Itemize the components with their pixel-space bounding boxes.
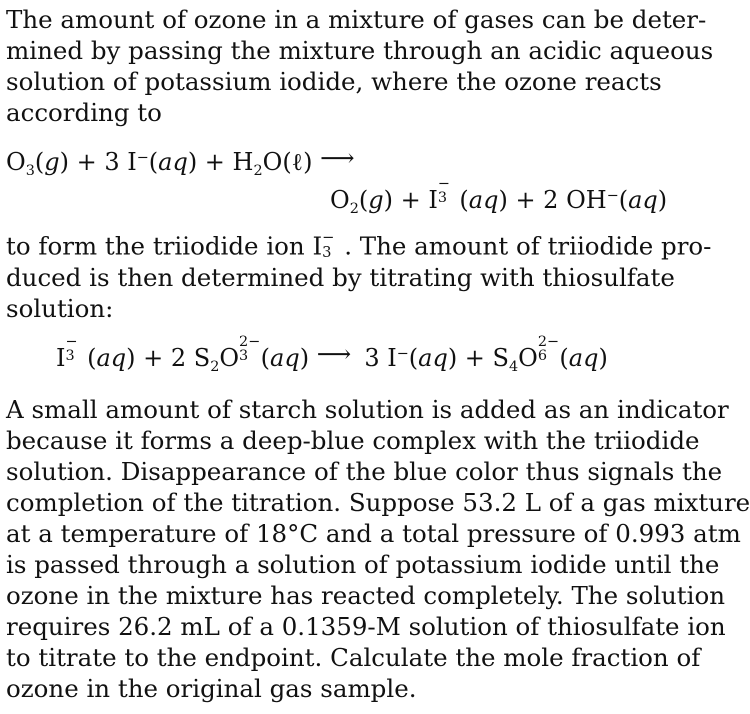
paragraph-problem xyxy=(6,394,750,704)
text-line: ozone in the original gas sample. xyxy=(6,674,417,703)
text-line: solution of potassium iodide, where the ozone reacts xyxy=(6,67,662,96)
text-line: mined by passing the mixture through an acidic aqueous xyxy=(6,36,714,65)
text-line: solution. Disappearance of the blue color thus signals the xyxy=(6,457,723,486)
text-line: solution: xyxy=(6,293,114,323)
text-line: The amount of ozone in a mixture of gases can be deter- xyxy=(6,5,707,34)
equation-thiosulfate-titration: I − 3 (aq) + 2 $S_2O$ 2− 3 (aq) ⟶ 3 $I^-(aq) + S_4O$ 2− 6 (aq) xyxy=(56,334,608,376)
text-line: A small amount of starch solution is added as an indicator xyxy=(6,395,729,424)
paragraph-intro xyxy=(6,4,714,128)
text-line: because it forms a deep-blue complex with the triiodide xyxy=(6,426,700,455)
equation-ozone-reaction-products: $O_2(g) + I$ − 3 (aq) + 2 OH−(aq) xyxy=(330,176,668,218)
text-line: to form the triiodide ion I − 3 . The amount of triiodide pro- xyxy=(6,228,712,261)
paragraph-triiodide xyxy=(6,228,712,324)
text-line: to titrate to the endpoint. Calculate the mole fraction of xyxy=(6,643,701,672)
equation-ozone-reaction-reactants: $O_3(g) + 3$ $I^-(aq) + H_2O(\ell)$ ⟶ xyxy=(6,144,355,180)
text-line: ozone in the mixture has reacted completely. The solution xyxy=(6,581,726,610)
text-line: requires 26.2 mL of a 0.1359-M solution of thiosulfate ion xyxy=(6,612,726,641)
text-line: at a temperature of 18°C and a total pressure of 0.993 atm xyxy=(6,519,741,548)
text-line: is passed through a solution of potassium iodide until the xyxy=(6,550,720,579)
text-line: duced is then determined by titrating with thiosulfate xyxy=(6,262,675,292)
text-line: according to xyxy=(6,98,162,127)
text-line: completion of the titration. Suppose 53.2 L of a gas mixture xyxy=(6,488,750,517)
